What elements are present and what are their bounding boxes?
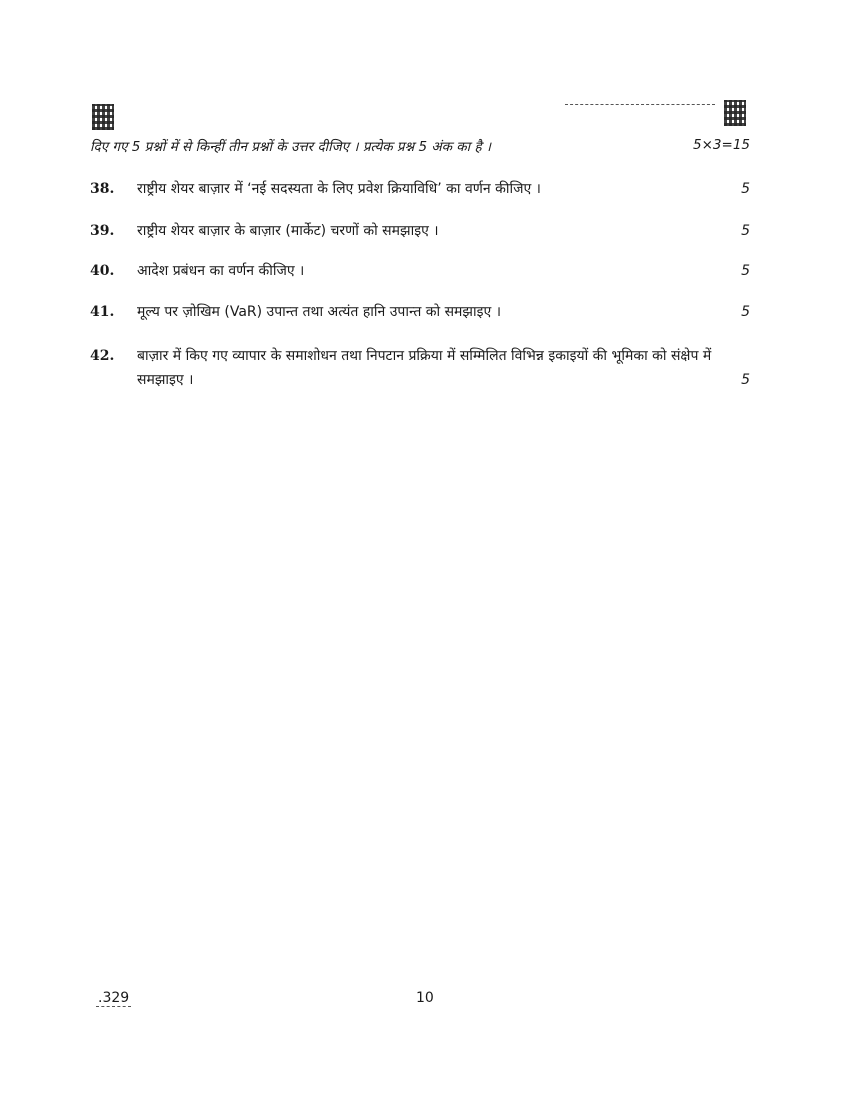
qr-code-icon xyxy=(92,104,114,130)
question-text: राष्ट्रीय शेयर बाज़ार में ‘नई सदस्यता के लिए प्रवेश क्रियाविधि’ का वर्णन कीजिए । xyxy=(137,181,541,197)
question-text: बाज़ार में किए गए व्यापार के समाशोधन तथा निपटान प्रक्रिया में सम्मिलित विभिन्न इकाइयों की भूमिका को संक्षेप में समझाइए । xyxy=(137,348,712,388)
question-text: राष्ट्रीय शेयर बाज़ार के बाज़ार (मार्केट) चरणों को समझाइए । xyxy=(137,223,439,239)
section-instruction xyxy=(90,137,750,155)
question-marks: 5 xyxy=(741,304,750,320)
question-marks: 5 xyxy=(741,223,750,239)
question-marks: 5 xyxy=(741,372,750,388)
question-number: 40. xyxy=(90,263,115,279)
section-total-marks: 5×3=15 xyxy=(693,137,750,153)
question-41 xyxy=(90,300,750,324)
question-number: 41. xyxy=(90,304,115,320)
question-40 xyxy=(90,259,750,283)
qr-code-icon xyxy=(724,100,746,126)
question-number: 42. xyxy=(90,348,115,364)
question-39 xyxy=(90,219,750,243)
question-text: आदेश प्रबंधन का वर्णन कीजिए । xyxy=(137,263,305,279)
paper-code: .329 xyxy=(98,990,130,1006)
question-number: 38. xyxy=(90,181,115,197)
header-dashed-line xyxy=(565,104,715,105)
instruction-text: दिए गए 5 प्रश्नों में से किन्हीं तीन प्रश्नों के उत्तर दीजिए । प्रत्येक प्रश्न 5 अंक का है । xyxy=(90,139,492,155)
question-text: मूल्य पर ज़ोखिम (VaR) उपान्त तथा अत्यंत हानि उपान्त को समझाइए । xyxy=(137,304,501,320)
question-38 xyxy=(90,177,750,201)
question-number: 39. xyxy=(90,223,115,239)
page-number: 10 xyxy=(416,990,434,1006)
question-marks: 5 xyxy=(741,181,750,197)
question-marks: 5 xyxy=(741,263,750,279)
question-42 xyxy=(90,344,750,392)
